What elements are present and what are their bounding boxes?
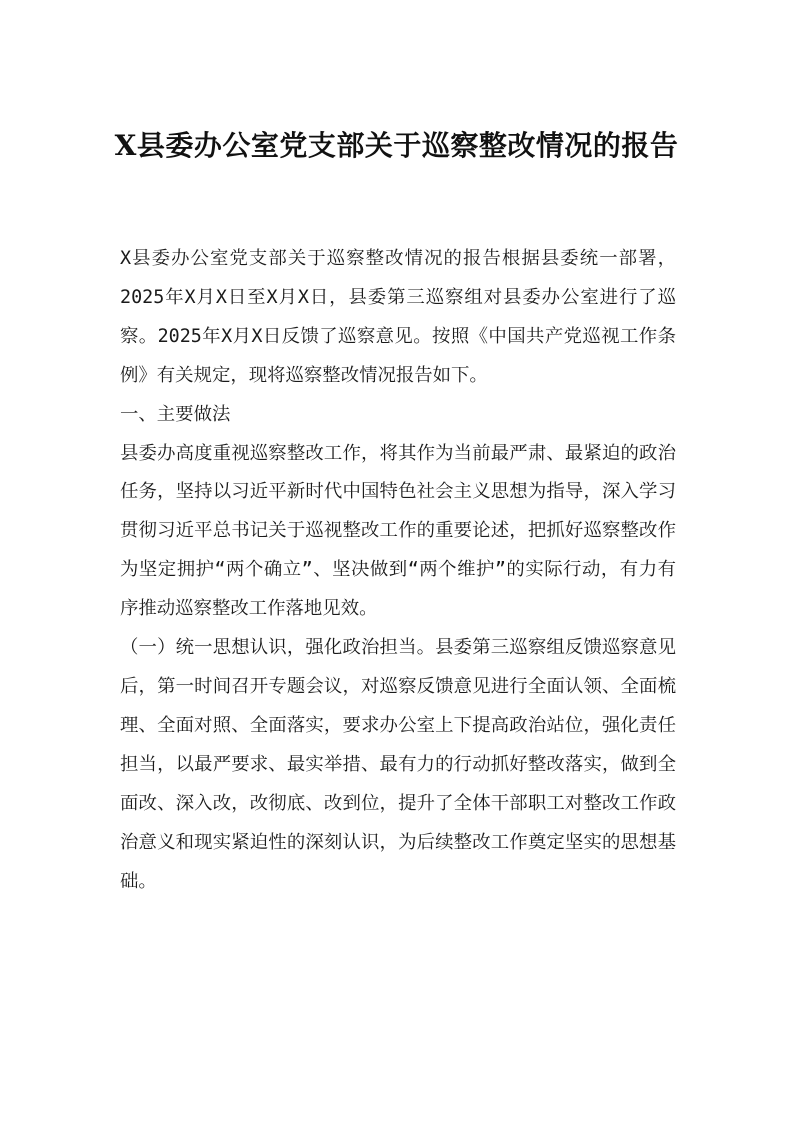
main-practice-paragraph: 县委办高度重视巡察整改工作，将其作为当前最严肃、最紧迫的政治任务，坚持以习近平新时代中国特色社会主义思想为指导，深入学习贯彻习近平总书记关于巡视整改工作的重要论述，把抓好巡察整改作为坚定拥护“两个确立”、坚决做到“两个维护”的实际行动，有力有序推动巡察整改工作落地见效。: [120, 442, 676, 620]
document-body: [120, 240, 676, 901]
document-title: X县委办公室党支部关于巡察整改情况的报告: [114, 129, 679, 162]
section-heading: 一、主要做法: [120, 403, 231, 425]
subsection-paragraph: （一）统一思想认识，强化政治担当。县委第三巡察组反馈巡察意见后，第一时间召开专题会议，对巡察反馈意见进行全面认领、全面梳理、全面对照、全面落实，要求办公室上下提高政治站位，强化责任担当，以最严要求、最实举措、最有力的行动抓好整改落实，做到全面改、深入改，改彻底、改到位，提升了全体干部职工对整改工作政治意义和现实紧迫性的深刻认识，为后续整改工作奠定坚实的思想基础。: [120, 637, 676, 892]
intro-paragraph: X县委办公室党支部关于巡察整改情况的报告根据县委统一部署，2025年X月X日至X月X日，县委第三巡察组对县委办公室进行了巡察。2025年X月X日反馈了巡察意见。按照《中国共产党巡视工作条例》有关规定，现将巡察整改情况报告如下。: [120, 248, 676, 386]
